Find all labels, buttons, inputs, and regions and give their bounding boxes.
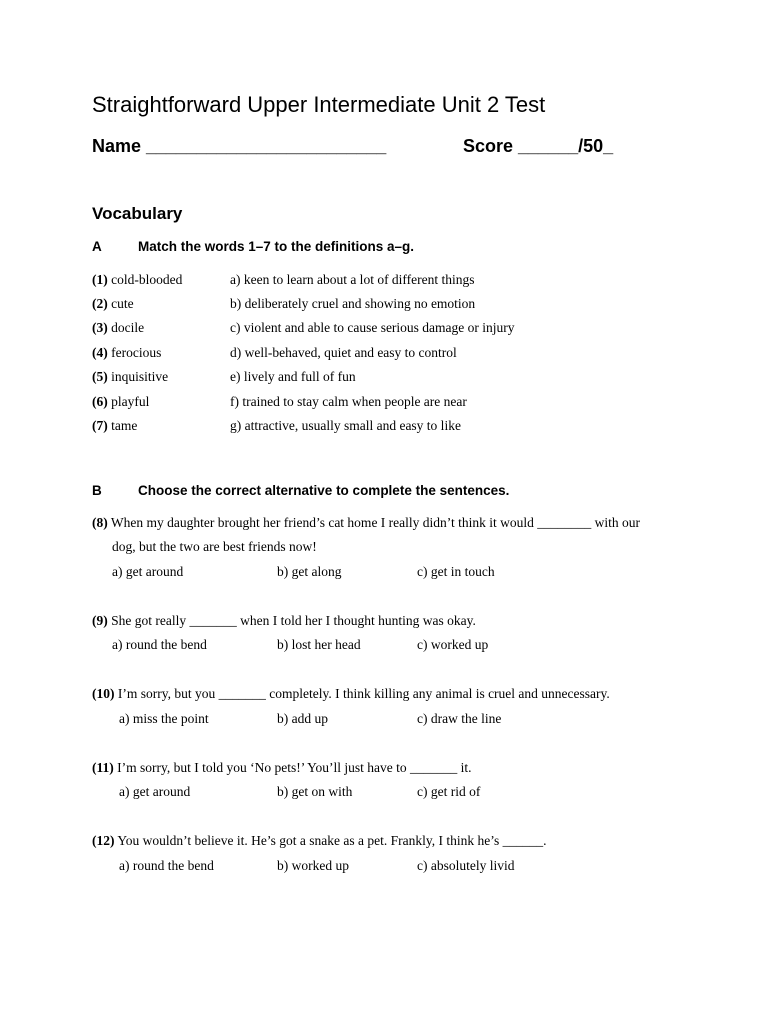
part-a-instruction: Match the words 1–7 to the definitions a–g.	[138, 239, 415, 254]
answer-options	[0, 711, 768, 731]
option-b: b) get on with	[277, 784, 353, 799]
part-a-letter: A	[92, 239, 102, 254]
answer-options	[0, 637, 768, 657]
part-b-instruction: Choose the correct alternative to complete the sentences.	[138, 483, 510, 498]
match-definition: f) trained to stay calm when people are near	[230, 394, 467, 409]
question-text: (12) You wouldn’t believe it. He’s got a snake as a pet. Frankly, I think he’s ______.	[92, 833, 547, 848]
question-number: (9)	[92, 613, 108, 628]
question-text: (11) I’m sorry, but I told you ‘No pets!’ You’ll just have to _______ it.	[92, 760, 472, 775]
match-definition: g) attractive, usually small and easy to like	[230, 418, 461, 433]
test-title: Straightforward Upper Intermediate Unit 2 Test	[92, 92, 546, 117]
option-c: c) get rid of	[417, 784, 481, 799]
match-definition: b) deliberately cruel and showing no emotion	[230, 296, 476, 311]
match-definition: c) violent and able to cause serious damage or injury	[230, 320, 515, 335]
score-field: Score ______/50_	[463, 136, 614, 156]
question-number: (11)	[92, 760, 114, 775]
question-number: (10)	[92, 686, 115, 701]
name-field: Name ________________________	[92, 136, 387, 156]
option-a: a) round the bend	[112, 637, 207, 652]
option-c: c) absolutely livid	[417, 858, 515, 873]
match-definition: d) well-behaved, quiet and easy to control	[230, 345, 457, 360]
item-number: (3)	[92, 320, 108, 335]
match-word: docile	[111, 320, 145, 335]
match-definition: a) keen to learn about a lot of different things	[230, 272, 475, 287]
question-text: (10) I’m sorry, but you _______ completely. I think killing any animal is cruel and unnecessary.	[92, 686, 610, 701]
answer-options	[0, 784, 768, 804]
option-a: a) get around	[112, 564, 184, 579]
match-definition: e) lively and full of fun	[230, 369, 356, 384]
option-c: c) get in touch	[417, 564, 495, 579]
option-b: b) get along	[277, 564, 342, 579]
question-number: (12)	[92, 833, 115, 848]
item-number: (4)	[92, 345, 108, 360]
item-number: (2)	[92, 296, 108, 311]
option-b: b) add up	[277, 711, 328, 726]
option-a: a) round the bend	[119, 858, 214, 873]
match-word: tame	[111, 418, 138, 433]
answer-options	[0, 858, 768, 878]
option-c: c) draw the line	[417, 711, 502, 726]
item-number: (7)	[92, 418, 108, 433]
match-word: playful	[111, 394, 150, 409]
match-word: cute	[111, 296, 134, 311]
section-title: Vocabulary	[92, 204, 183, 223]
item-number: (1)	[92, 272, 108, 287]
question-text: (8) When my daughter brought her friend’s cat home I really didn’t think it would ________ with our	[92, 515, 641, 530]
question-number: (8)	[92, 515, 108, 530]
answer-options	[0, 564, 768, 584]
match-word: cold-blooded	[111, 272, 183, 287]
item-number: (6)	[92, 394, 108, 409]
question-text-continued: dog, but the two are best friends now!	[112, 539, 317, 554]
option-a: a) get around	[119, 784, 191, 799]
option-a: a) miss the point	[119, 711, 209, 726]
option-b: b) worked up	[277, 858, 349, 873]
question-text: (9) She got really _______ when I told her I thought hunting was okay.	[92, 613, 476, 628]
item-number: (5)	[92, 369, 108, 384]
match-word: inquisitive	[111, 369, 169, 384]
match-word: ferocious	[111, 345, 162, 360]
part-b-letter: B	[92, 483, 102, 498]
option-b: b) lost her head	[277, 637, 361, 652]
option-c: c) worked up	[417, 637, 489, 652]
